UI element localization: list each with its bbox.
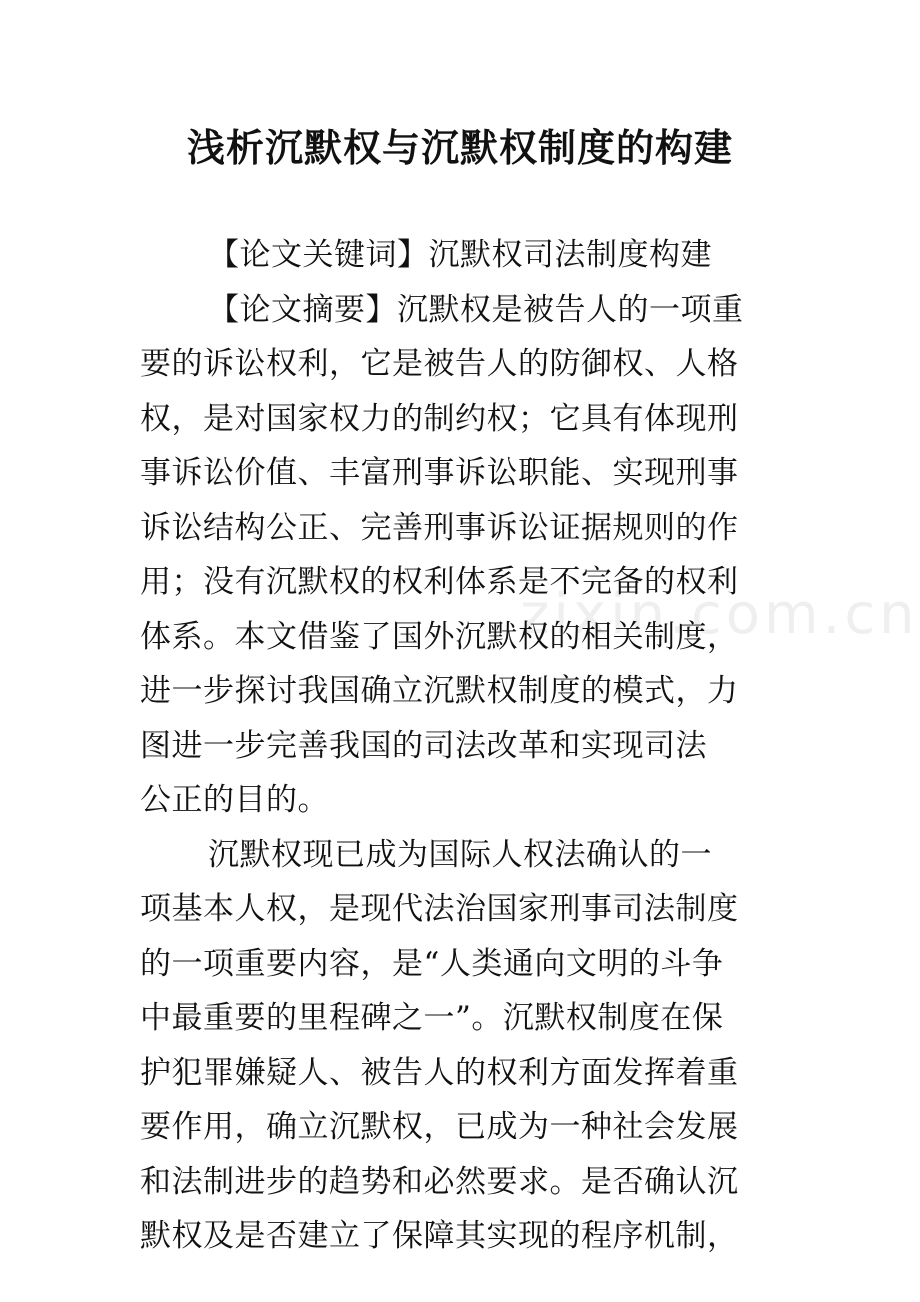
abstract-line: 诉讼结构公正、完善刑事诉讼证据规则的作 (140, 509, 739, 546)
keywords-line: 【论文关键词】沉默权司法制度构建 (208, 237, 712, 273)
paragraph-line: 项基本人权，是现代法治国家刑事司法制度 (140, 891, 739, 927)
abstract-line: 体系。本文借鉴了国外沉默权的相关制度， (140, 618, 739, 655)
paragraph-line: 默权及是否建立了保障其实现的程序机制， (140, 1218, 739, 1254)
paragraph-line: 要作用，确立沉默权，已成为一种社会发展 (140, 1109, 739, 1145)
paragraph-line: 沉默权现已成为国际人权法确认的一 (208, 836, 712, 873)
abstract-line: 权，是对国家权力的制约权；它具有体现刑 (140, 400, 739, 437)
paragraph-line: 中最重要的里程碑之一”。沉默权制度在保 (140, 1000, 724, 1036)
paragraph-line: 护犯罪嫌疑人、被告人的权利方面发挥着重 (140, 1054, 739, 1091)
abstract-line: 要的诉讼权利，它是被告人的防御权、人格 (140, 346, 739, 382)
document-title: 浅析沉默权与沉默权制度的构建 (186, 125, 733, 170)
paragraph-line: 的一项重要内容，是“人类通向文明的斗争 (140, 945, 724, 982)
paragraph-line: 和法制进步的趋势和必然要求。是否确认沉 (140, 1163, 739, 1200)
abstract-line: 【论文摘要】沉默权是被告人的一项重 (208, 291, 744, 328)
abstract-line: 事诉讼价值、丰富刑事诉讼职能、实现刑事 (140, 455, 739, 491)
document-body (140, 228, 800, 1264)
watermark: zixin.com.cn (520, 582, 919, 647)
abstract-line: 进一步探讨我国确立沉默权制度的模式，力 (140, 673, 739, 709)
abstract-line: 公正的目的。 (140, 782, 329, 818)
abstract-line: 用；没有沉默权的权利体系是不完备的权利 (140, 564, 739, 600)
abstract-line: 图进一步完善我国的司法改革和实现司法 (140, 727, 707, 764)
